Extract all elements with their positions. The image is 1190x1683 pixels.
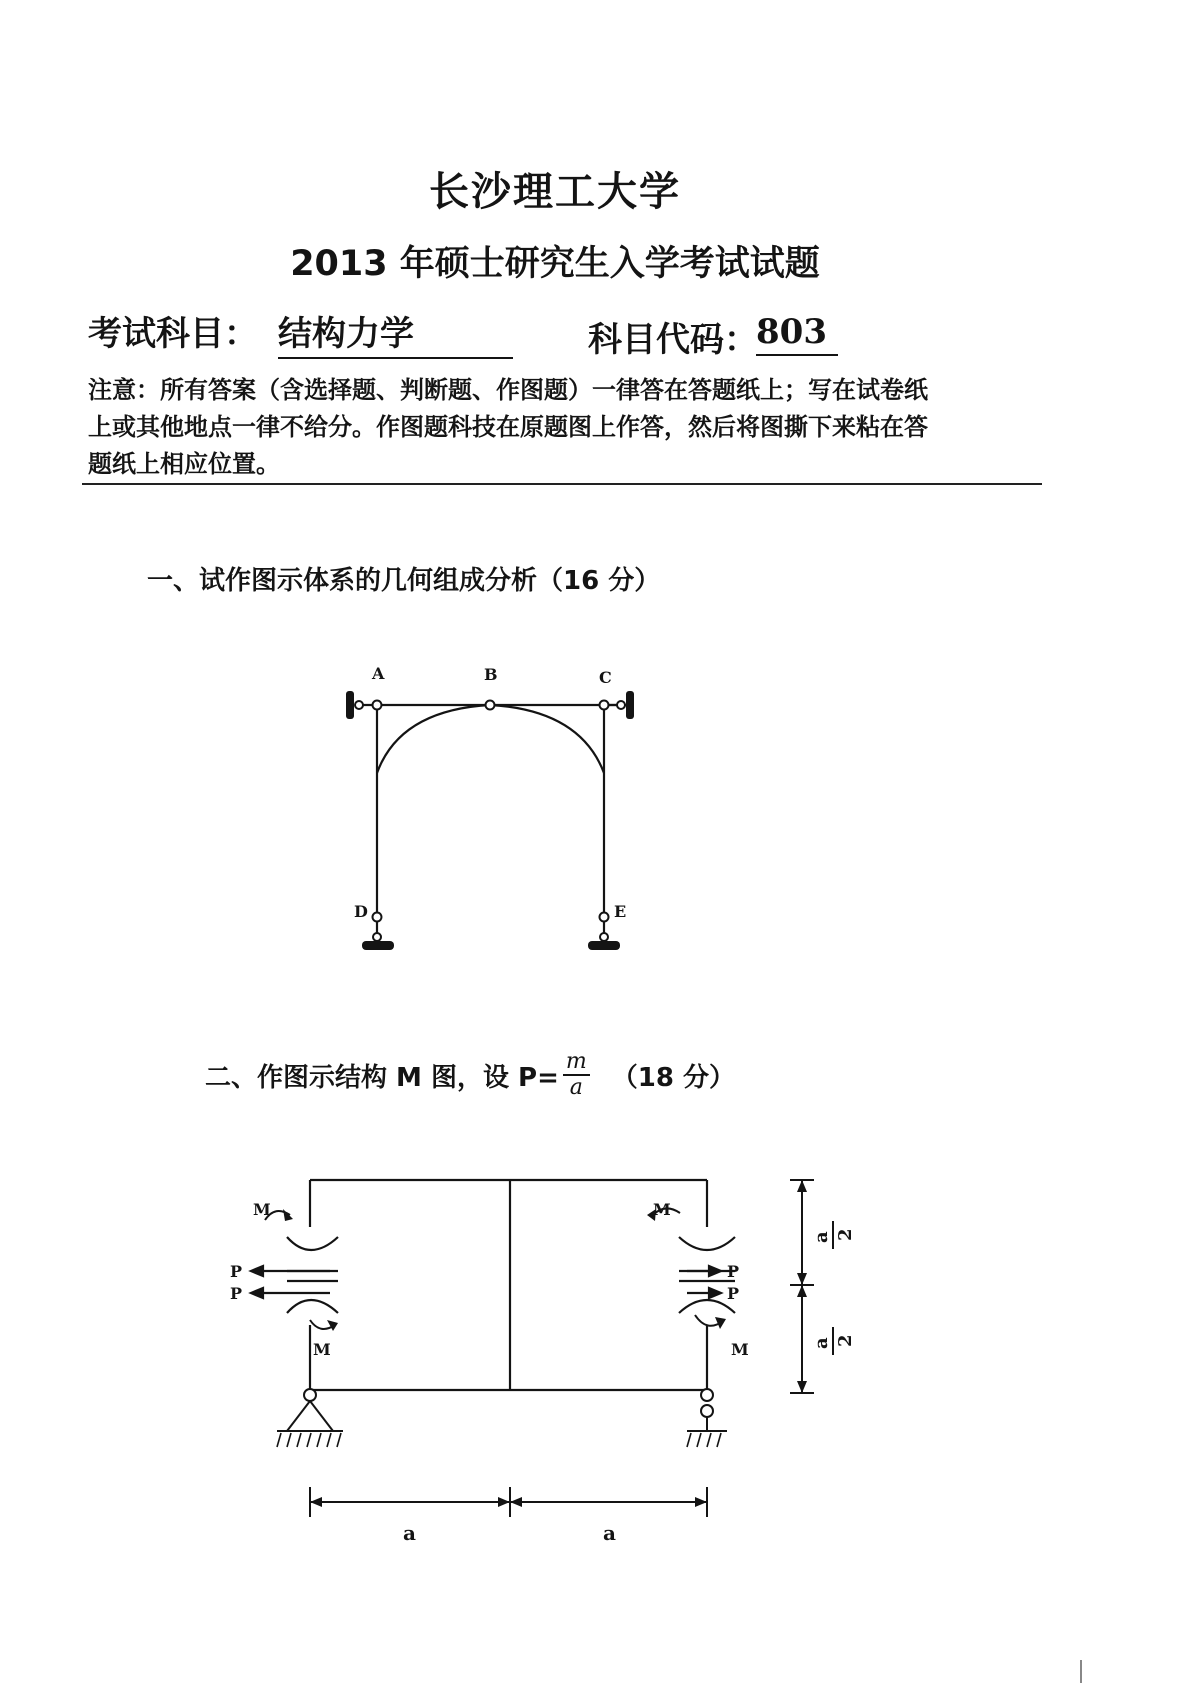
left-support-leg-2	[310, 1401, 333, 1431]
left-cut-upper	[287, 1237, 338, 1250]
left-p-label-lower: P	[230, 1284, 243, 1303]
dim-half-upper-den: 2	[835, 1228, 856, 1241]
dim-half-upper-num: a	[811, 1231, 832, 1243]
dim-h-arrow-right	[695, 1497, 707, 1507]
dim-span-left: a	[403, 1521, 416, 1545]
notice-line-2: 上或其他地点一律不给分。作图题科技在原题图上作答，然后将图撕下来粘在答	[88, 413, 928, 441]
dim-half-upper	[811, 1221, 856, 1249]
right-p-label-lower: P	[727, 1284, 740, 1303]
label-E: E	[614, 902, 627, 921]
p-fraction	[563, 1050, 590, 1100]
dim-half-lower-den: 2	[835, 1334, 856, 1347]
notice	[88, 372, 1048, 483]
header-divider	[82, 483, 1042, 485]
right-ground-support	[588, 941, 620, 950]
left-p-arrowhead-upper	[251, 1266, 263, 1276]
left-support-hinge	[304, 1389, 316, 1401]
right-hatch-3	[707, 1433, 711, 1447]
left-cut-lower	[287, 1300, 338, 1313]
exam-title: 2013 年硕士研究生入学考试试题	[290, 244, 820, 284]
dim-span-right: a	[603, 1521, 616, 1545]
notice-line-1: 注意：所有答案（含选择题、判断题、作图题）一律答在答题纸上；写在试卷纸	[88, 376, 928, 404]
dim-h-arrow-mid-a	[498, 1497, 510, 1507]
hinge-D	[373, 913, 382, 922]
left-p-arrowhead-lower	[251, 1288, 263, 1298]
dim-half-lower-num: a	[811, 1337, 832, 1349]
arch-member	[377, 705, 604, 773]
hinge-C	[600, 701, 609, 710]
scan-edge-mark	[1080, 1660, 1082, 1683]
dim-arrow-bottom-a	[797, 1381, 807, 1393]
right-moment-label-lower: M	[731, 1340, 749, 1359]
left-hatch-3	[297, 1433, 301, 1447]
right-wall-support	[626, 691, 634, 719]
hinge-B	[486, 701, 495, 710]
left-support-leg-1	[287, 1401, 310, 1431]
right-p-label-upper: P	[727, 1262, 740, 1281]
left-hatch-2	[287, 1433, 291, 1447]
question-2-title	[205, 1050, 735, 1100]
left-moment-lower-head	[327, 1320, 338, 1331]
question-2-score: （18 分）	[611, 1062, 735, 1093]
right-moment-lower-head	[715, 1317, 726, 1329]
hinge-right-wall	[617, 701, 625, 709]
subject-row	[88, 306, 1048, 360]
subject-label: 考试科目：	[88, 314, 258, 354]
right-hatch-4	[717, 1433, 721, 1447]
right-p-arrowhead-lower	[709, 1288, 721, 1298]
dim-arrow-mid-a	[797, 1273, 807, 1285]
label-C: C	[599, 668, 612, 687]
left-hatch-6	[327, 1433, 331, 1447]
left-ground-support	[362, 941, 394, 950]
right-hatch-2	[697, 1433, 701, 1447]
left-hatch-5	[317, 1433, 321, 1447]
right-hatch-1	[687, 1433, 691, 1447]
left-hatch-7	[337, 1433, 341, 1447]
right-support-hinge	[701, 1389, 713, 1401]
left-hatch-1	[277, 1433, 281, 1447]
left-moment-label-upper: M	[253, 1200, 271, 1219]
left-wall-support	[346, 691, 354, 719]
hinge-A	[373, 701, 382, 710]
code-label: 科目代码：	[588, 320, 758, 360]
notice-line-3: 题纸上相应位置。	[88, 450, 280, 478]
right-cut-upper	[679, 1237, 735, 1250]
hinge-E-base	[600, 933, 608, 941]
question-1-title: 一、试作图示体系的几何组成分析（16 分）	[147, 566, 661, 596]
hinge-left-wall	[355, 701, 363, 709]
dim-arrow-top-a	[797, 1180, 807, 1192]
hinge-D-base	[373, 933, 381, 941]
left-moment-label-lower: M	[313, 1340, 331, 1359]
right-moment-label-upper: M	[653, 1200, 671, 1219]
question-2-text: 二、作图示结构 M 图，设 P=	[205, 1062, 559, 1093]
right-support-roller	[701, 1405, 713, 1417]
dim-h-arrow-mid-b	[510, 1497, 522, 1507]
label-B: B	[484, 665, 498, 684]
dim-half-lower	[811, 1327, 856, 1355]
left-hatch-4	[307, 1433, 311, 1447]
hinge-E	[600, 913, 609, 922]
label-D: D	[354, 902, 368, 921]
left-moment-upper-head	[283, 1209, 293, 1221]
right-p-arrowhead-upper	[709, 1266, 721, 1276]
question-2-figure	[230, 1165, 875, 1565]
fraction-denominator: a	[569, 1075, 583, 1100]
dim-h-arrow-left	[310, 1497, 322, 1507]
dim-arrow-mid-b	[797, 1285, 807, 1297]
code-value: 803	[756, 312, 838, 356]
fraction-numerator: m	[563, 1050, 590, 1076]
left-p-label-upper: P	[230, 1262, 243, 1281]
subject-value: 结构力学	[278, 306, 513, 359]
label-A: A	[372, 664, 385, 683]
school-name: 长沙理工大学	[429, 169, 681, 215]
question-1-figure	[340, 655, 680, 955]
